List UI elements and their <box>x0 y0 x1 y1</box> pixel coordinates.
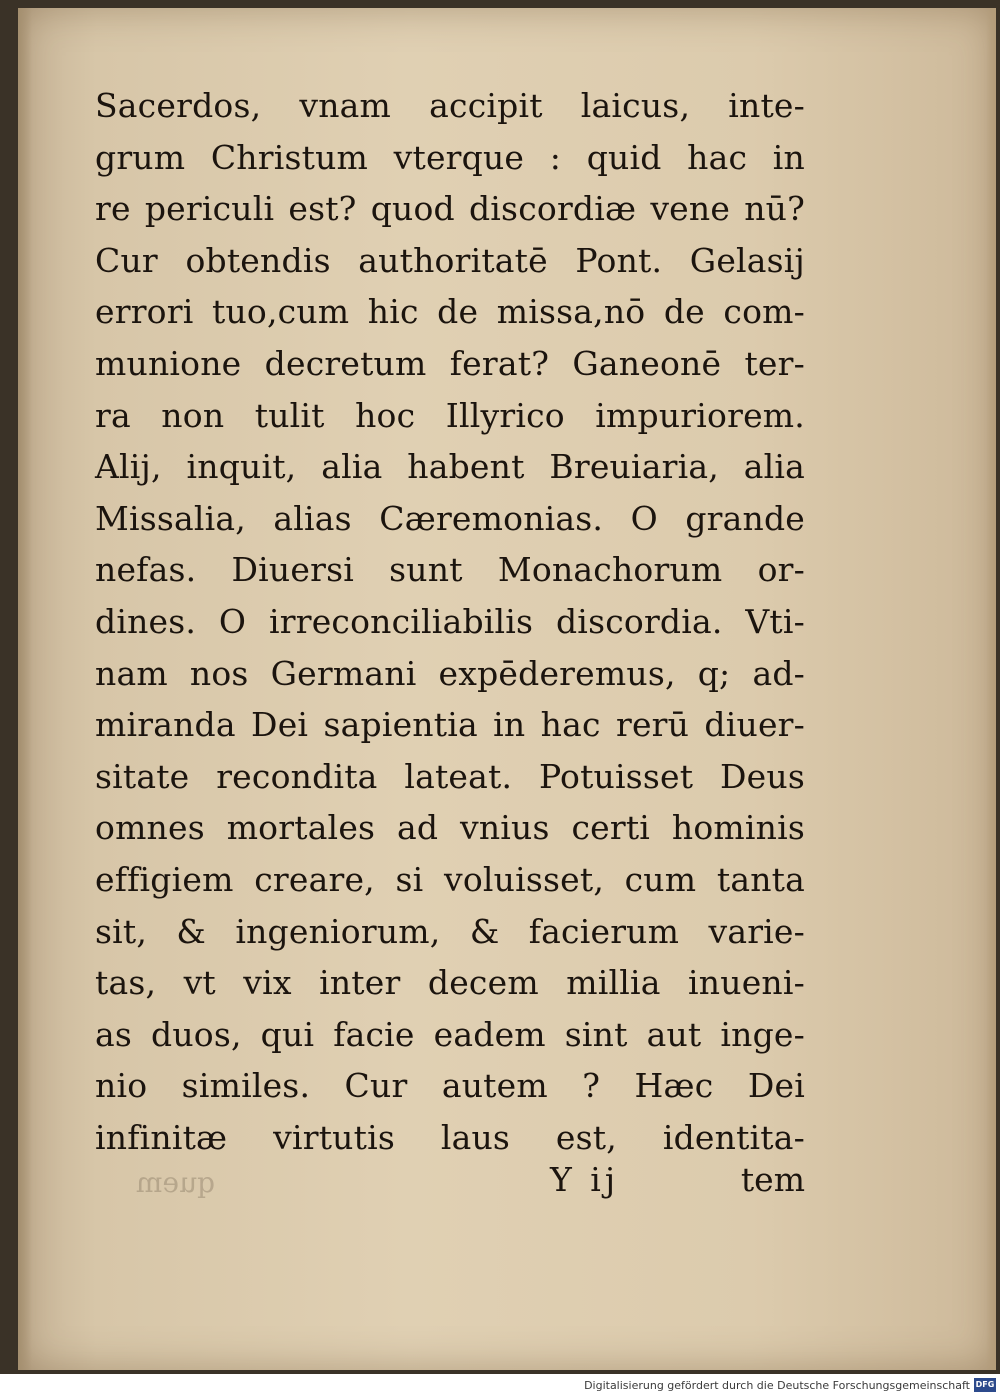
page-footer-line <box>95 1160 805 1212</box>
text-line: nam nos Germani expēderemus, q; ad- <box>95 653 805 693</box>
text-line: Missalia, alias Cæremonias. O grande <box>95 498 805 538</box>
text-line: re periculi est? quod discordiæ vene nū? <box>95 189 805 229</box>
dfg-logo-icon: DFG <box>974 1378 996 1392</box>
text-line: sit, & ingeniorum, & facierum varie- <box>95 911 805 951</box>
text-line: nio similes. Cur autem ? Hæc Dei <box>95 1066 805 1106</box>
text-line: errori tuo,cum hic de missa,nō de com- <box>95 292 805 332</box>
text-line: as duos, qui facie eadem sint aut inge- <box>95 1014 805 1054</box>
text-line: infinitæ virtutis laus est, identita- <box>95 1117 805 1157</box>
text-line: Cur obtendis authoritatē Pont. Gelasij <box>95 240 805 280</box>
text-line: dines. O irreconciliabilis discordia. Vti- <box>95 601 805 641</box>
text-line: Sacerdos, vnam accipit laicus, inte- <box>95 86 805 125</box>
digitization-credit: Digitalisierung gefördert durch die Deutsche Forschungsgemeinschaft <box>584 1379 970 1392</box>
text-line: Alij, inquit, alia habent Breuiaria, alia <box>95 447 805 487</box>
digitization-footer <box>0 1374 1000 1398</box>
text-line: ra non tulit hoc Illyrico impuriorem. <box>95 395 805 435</box>
page-edge-left <box>18 8 32 1370</box>
show-through-text: quem <box>135 1166 215 1199</box>
body-text <box>95 80 805 1163</box>
text-line: sitate recondita lateat. Potuisset Deus <box>95 756 805 796</box>
text-line: omnes mortales ad vnius certi hominis <box>95 808 805 848</box>
text-line: effigiem creare, si voluisset, cum tanta <box>95 859 805 899</box>
catchword: tem <box>740 1160 805 1199</box>
text-line: nefas. Diuersi sunt Monachorum or- <box>95 550 805 590</box>
text-line: miranda Dei sapientia in hac rerū diuer- <box>95 705 805 745</box>
text-line: tas, vt vix inter decem millia inueni- <box>95 963 805 1003</box>
text-line: munione decretum ferat? Ganeonē ter- <box>95 343 805 383</box>
text-line: grum Christum vterque : quid hac in <box>95 137 805 177</box>
signature-mark: Y ij <box>550 1160 620 1199</box>
page-edge-right <box>986 8 996 1370</box>
